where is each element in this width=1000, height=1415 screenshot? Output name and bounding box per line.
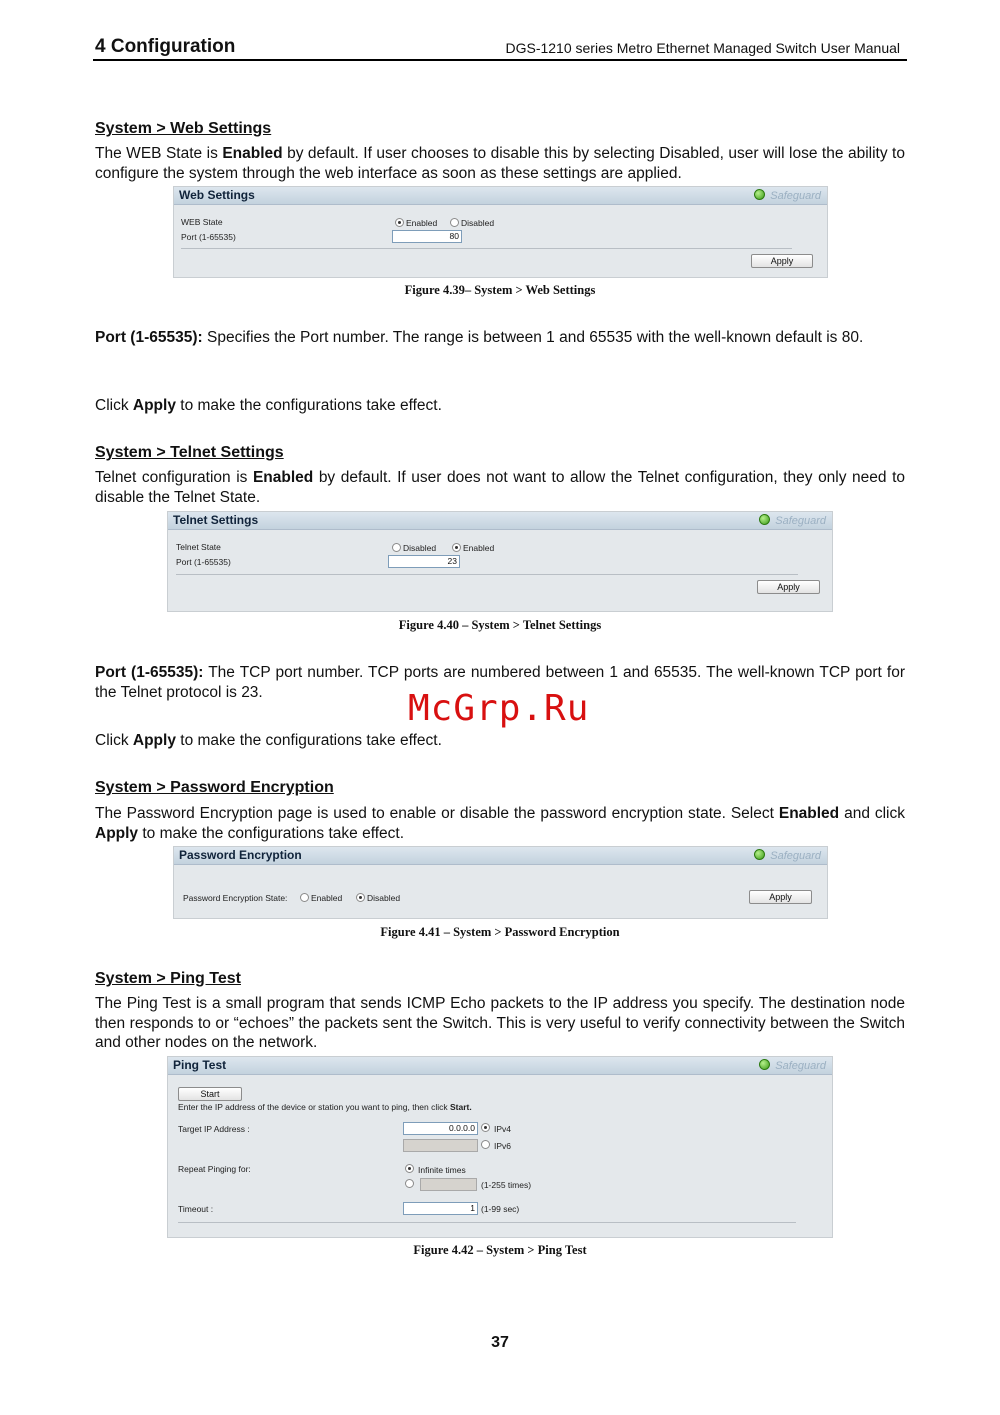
telnet-enabled-radio[interactable] xyxy=(452,543,461,552)
section-title-web-settings: System > Web Settings xyxy=(95,120,272,137)
web-port-paragraph: Port (1-65535): Specifies the Port number. The range is between 1 and 65535 with the well-known default is 80. xyxy=(95,329,864,346)
telnet-port-paragraph: Port (1-65535): The TCP port number. TCP ports are numbered between 1 and 65535. The well-known TCP port for the Telnet protocol is 23. xyxy=(95,664,905,701)
ipv4-radio[interactable] xyxy=(481,1123,490,1132)
figure-caption: Figure 4.40 – System > Telnet Settings xyxy=(398,618,602,632)
port-input[interactable]: 80 xyxy=(392,230,462,243)
pwenc-disabled-radio[interactable] xyxy=(356,893,365,902)
header-rule xyxy=(93,59,907,61)
apply-button[interactable]: Apply xyxy=(751,254,813,268)
watermark: McGrp.Ru xyxy=(408,688,590,729)
divider xyxy=(181,248,792,249)
target-ip-input[interactable]: 0.0.0.0 xyxy=(403,1122,478,1135)
manual-title: DGS-1210 series Metro Ethernet Managed Switch User Manual xyxy=(505,40,900,56)
safeguard-icon xyxy=(754,189,765,200)
target-ip-label: Target IP Address : xyxy=(178,1124,250,1134)
password-encryption-panel xyxy=(173,846,828,919)
web-settings-panel xyxy=(173,186,828,278)
timeout-range-hint: (1-99 sec) xyxy=(481,1204,520,1214)
telnet-disabled-radio[interactable] xyxy=(392,543,401,552)
divider xyxy=(176,574,798,575)
infinite-times-radio[interactable] xyxy=(405,1164,414,1173)
times-count-radio[interactable] xyxy=(405,1179,414,1188)
pwenc-enabled-label: Enabled xyxy=(311,893,343,903)
figure-caption: Figure 4.39– System > Web Settings xyxy=(404,283,596,297)
times-range-hint: (1-255 times) xyxy=(481,1180,532,1190)
safeguard-indicator: Safeguard xyxy=(754,188,821,205)
pwenc-state-label: Password Encryption State: xyxy=(183,893,288,903)
panel-title: Password Encryption xyxy=(179,848,302,862)
panel-header xyxy=(174,187,827,205)
safeguard-indicator: Safeguard xyxy=(759,1058,826,1075)
ipv4-label: IPv4 xyxy=(494,1124,512,1134)
safeguard-indicator: Safeguard xyxy=(759,513,826,530)
telnet-disabled-label: Disabled xyxy=(403,543,437,553)
apply-button[interactable]: Apply xyxy=(749,890,812,904)
ping-instructions: Enter the IP address of the device or station you want to ping, then click Start. xyxy=(178,1102,472,1112)
figure-caption: Figure 4.41 – System > Password Encryption xyxy=(380,925,620,939)
port-label: Port (1-65535) xyxy=(181,232,236,242)
times-count-input[interactable] xyxy=(420,1178,477,1191)
web-disabled-label: Disabled xyxy=(461,218,495,228)
web-disabled-radio[interactable] xyxy=(450,218,459,227)
ping-test-panel xyxy=(167,1056,833,1238)
panel-title: Ping Test xyxy=(173,1058,227,1072)
section-title-ping-test: System > Ping Test xyxy=(95,970,241,987)
web-enabled-radio[interactable] xyxy=(395,218,404,227)
panel-header xyxy=(168,1057,832,1075)
timeout-label: Timeout : xyxy=(178,1204,214,1214)
safeguard-icon xyxy=(759,514,770,525)
safeguard-icon xyxy=(754,849,765,860)
port-input[interactable]: 23 xyxy=(388,555,460,568)
section-title-telnet-settings: System > Telnet Settings xyxy=(95,444,284,461)
start-button[interactable]: Start xyxy=(178,1087,242,1101)
panel-header xyxy=(174,847,827,865)
divider xyxy=(178,1222,796,1223)
telnet-enabled-label: Enabled xyxy=(463,543,495,553)
target-ipv6-input[interactable] xyxy=(403,1139,478,1152)
chapter-heading: 4 Configuration xyxy=(95,36,236,57)
safeguard-icon xyxy=(759,1059,770,1070)
web-intro-paragraph: The WEB State is Enabled by default. If user chooses to disable this by selecting Disabled, user will lose the ability to configure the system through the web interface as soon as these settings are applied. xyxy=(95,145,905,182)
port-label: Port (1-65535) xyxy=(176,557,231,567)
ping-intro-paragraph: The Ping Test is a small program that sends ICMP Echo packets to the IP address you specify. The destination node then responds to or “echoes” the packets sent the Switch. This is very useful to verify connectivity between the Switch and other nodes on the network. xyxy=(95,995,905,1051)
panel-header xyxy=(168,512,832,530)
pwenc-intro-paragraph: The Password Encryption page is used to enable or disable the password encryption state. Select Enabled and click Apply to make the configurations take effect. xyxy=(95,805,905,842)
safeguard-indicator: Safeguard xyxy=(754,848,821,865)
telnet-apply-paragraph: Click Apply to make the configurations take effect. xyxy=(95,732,442,749)
web-enabled-label: Enabled xyxy=(406,218,438,228)
panel-title: Web Settings xyxy=(179,188,255,202)
telnet-intro-paragraph: Telnet configuration is Enabled by default. If user does not want to allow the Telnet configuration, they only need to disable the Telnet State. xyxy=(95,469,906,506)
pwenc-disabled-label: Disabled xyxy=(367,893,401,903)
telnet-state-label: Telnet State xyxy=(176,542,221,552)
web-apply-paragraph: Click Apply to make the configurations take effect. xyxy=(95,397,442,414)
web-state-label: WEB State xyxy=(181,217,223,227)
panel-title: Telnet Settings xyxy=(173,513,259,527)
figure-caption: Figure 4.42 – System > Ping Test xyxy=(413,1243,587,1257)
infinite-times-label: Infinite times xyxy=(418,1165,466,1175)
ipv6-label: IPv6 xyxy=(494,1141,512,1151)
apply-button[interactable]: Apply xyxy=(757,580,820,594)
timeout-input[interactable]: 1 xyxy=(403,1202,478,1215)
page-number: 37 xyxy=(491,1334,509,1351)
telnet-settings-panel xyxy=(167,511,833,612)
pwenc-enabled-radio[interactable] xyxy=(300,893,309,902)
ipv6-radio[interactable] xyxy=(481,1140,490,1149)
section-title-password-encryption: System > Password Encryption xyxy=(95,779,334,796)
repeat-pinging-label: Repeat Pinging for: xyxy=(178,1164,251,1174)
